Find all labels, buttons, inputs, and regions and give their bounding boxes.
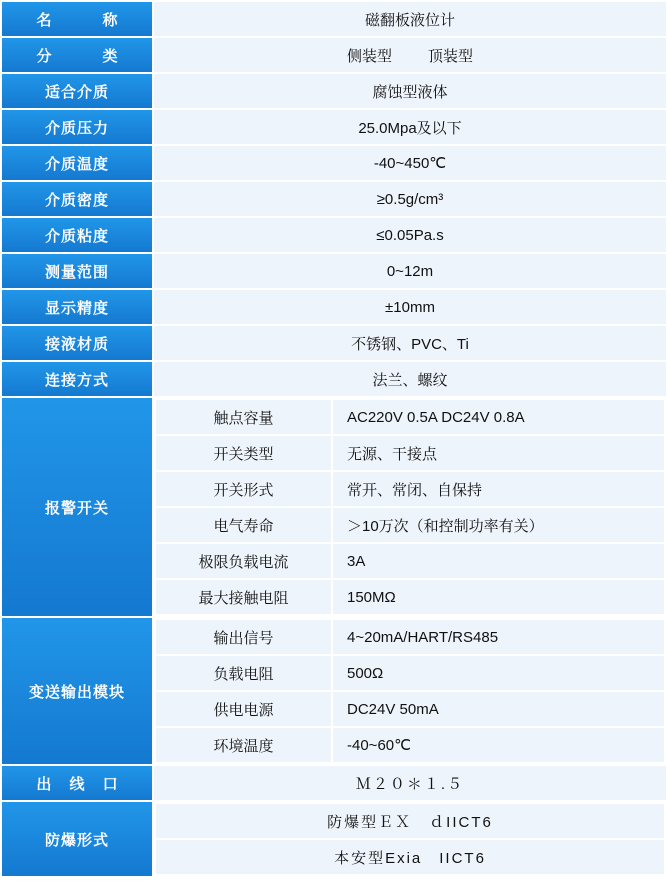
row-value-name: 磁翻板液位计 bbox=[154, 2, 666, 36]
alarm-item-name-max-contact-resistance: 最大接触电阻 bbox=[156, 580, 331, 614]
row-value-classification bbox=[154, 38, 666, 72]
list-item bbox=[156, 620, 664, 654]
row-label-pressure: 介质压力 bbox=[2, 110, 152, 144]
explosion-proof-items bbox=[154, 802, 666, 876]
row-label-connection: 连接方式 bbox=[2, 362, 152, 396]
alarm-item-value-switch-type: 无源、干接点 bbox=[333, 436, 664, 470]
table-row bbox=[2, 110, 666, 144]
alarm-item-name-switch-type: 开关类型 bbox=[156, 436, 331, 470]
list-item bbox=[156, 400, 664, 434]
list-item bbox=[156, 436, 664, 470]
alarm-item-name-switch-form: 开关形式 bbox=[156, 472, 331, 506]
group-label-transmitter-module: 变送输出模块 bbox=[2, 618, 152, 764]
alarm-item-name-contact-capacity: 触点容量 bbox=[156, 400, 331, 434]
table-row bbox=[2, 182, 666, 216]
table-row bbox=[2, 38, 666, 72]
alarm-item-value-max-contact-resistance: 150MΩ bbox=[333, 580, 664, 614]
table-row bbox=[2, 362, 666, 396]
row-value-temperature: -40~450℃ bbox=[154, 146, 666, 180]
list-item bbox=[156, 544, 664, 578]
list-item bbox=[156, 728, 664, 762]
row-value-accuracy: ±10mm bbox=[154, 290, 666, 324]
table-row bbox=[2, 290, 666, 324]
classification-option-top: 顶装型 bbox=[428, 47, 474, 65]
row-label-outlet: 出 线 口 bbox=[2, 766, 152, 800]
alarm-item-value-switch-form: 常开、常闭、自保持 bbox=[333, 472, 664, 506]
alarm-item-name-electrical-life: 电气寿命 bbox=[156, 508, 331, 542]
list-item bbox=[156, 508, 664, 542]
list-item bbox=[156, 580, 664, 614]
table-row-explosion-proof bbox=[2, 802, 666, 876]
transmitter-item-value-load-resistance: 500Ω bbox=[333, 656, 664, 690]
table-row-transmitter-module bbox=[2, 618, 666, 764]
row-value-medium: 腐蚀型液体 bbox=[154, 74, 666, 108]
list-item bbox=[156, 692, 664, 726]
transmitter-item-name-power-supply: 供电电源 bbox=[156, 692, 331, 726]
table-row bbox=[2, 146, 666, 180]
table-row bbox=[2, 74, 666, 108]
alarm-item-value-limit-current: 3A bbox=[333, 544, 664, 578]
list-item bbox=[156, 472, 664, 506]
alarm-switch-items bbox=[154, 398, 666, 616]
row-value-density: ≥0.5g/cm³ bbox=[154, 182, 666, 216]
row-label-viscosity: 介质粘度 bbox=[2, 218, 152, 252]
row-value-range: 0~12m bbox=[154, 254, 666, 288]
transmitter-item-value-ambient-temperature: -40~60℃ bbox=[333, 728, 664, 762]
row-value-pressure: 25.0Mpa及以下 bbox=[154, 110, 666, 144]
row-label-accuracy: 显示精度 bbox=[2, 290, 152, 324]
list-item bbox=[156, 656, 664, 690]
group-label-explosion-proof: 防爆形式 bbox=[2, 802, 152, 876]
alarm-item-value-electrical-life: ＞10万次（和控制功率有关） bbox=[333, 508, 664, 542]
transmitter-item-value-output-signal: 4~20mA/HART/RS485 bbox=[333, 620, 664, 654]
table-row-outlet bbox=[2, 766, 666, 800]
table-row bbox=[2, 2, 666, 36]
row-label-range: 测量范围 bbox=[2, 254, 152, 288]
table-row bbox=[2, 254, 666, 288]
row-value-viscosity: ≤0.05Pa.s bbox=[154, 218, 666, 252]
row-label-wetted-material: 接液材质 bbox=[2, 326, 152, 360]
group-label-alarm-switch: 报警开关 bbox=[2, 398, 152, 616]
row-label-classification: 分 类 bbox=[2, 38, 152, 72]
transmitter-item-name-output-signal: 输出信号 bbox=[156, 620, 331, 654]
alarm-item-name-limit-current: 极限负载电流 bbox=[156, 544, 331, 578]
table-row bbox=[2, 218, 666, 252]
row-label-medium: 适合介质 bbox=[2, 74, 152, 108]
row-label-density: 介质密度 bbox=[2, 182, 152, 216]
transmitter-item-name-ambient-temperature: 环境温度 bbox=[156, 728, 331, 762]
table-row-alarm-switch bbox=[2, 398, 666, 616]
list-item bbox=[156, 840, 664, 874]
row-value-wetted-material: 不锈钢、PVC、Ti bbox=[154, 326, 666, 360]
list-item bbox=[156, 804, 664, 838]
table-row bbox=[2, 326, 666, 360]
alarm-item-value-contact-capacity: AC220V 0.5A DC24V 0.8A bbox=[333, 400, 664, 434]
row-label-name: 名 称 bbox=[2, 2, 152, 36]
row-value-outlet: Ｍ２０＊１.５ bbox=[154, 766, 666, 800]
row-value-connection: 法兰、螺纹 bbox=[154, 362, 666, 396]
transmitter-module-items bbox=[154, 618, 666, 764]
classification-option-side: 侧装型 bbox=[346, 47, 392, 65]
row-label-temperature: 介质温度 bbox=[2, 146, 152, 180]
transmitter-item-name-load-resistance: 负载电阻 bbox=[156, 656, 331, 690]
explosion-proof-value-exia: 本安型Exia IICT6 bbox=[156, 840, 664, 874]
transmitter-item-value-power-supply: DC24V 50mA bbox=[333, 692, 664, 726]
explosion-proof-value-ex-d: 防爆型ＥＸ ｄIICT6 bbox=[156, 804, 664, 838]
